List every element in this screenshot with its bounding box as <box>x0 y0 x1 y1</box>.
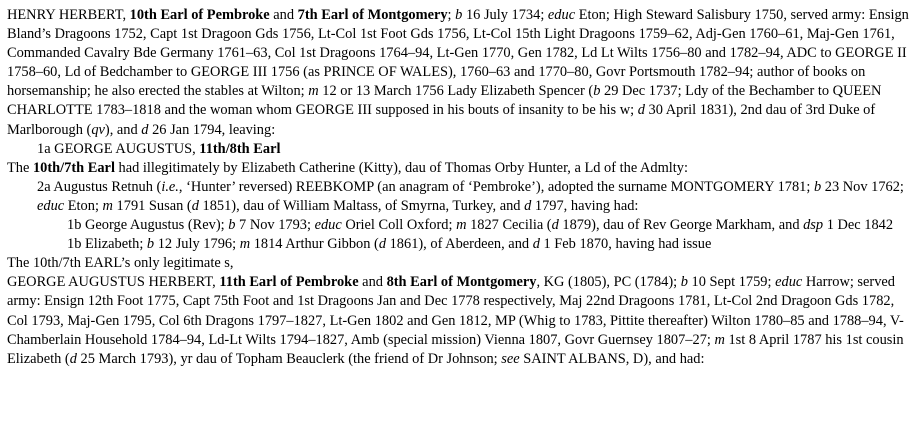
text-run: and <box>358 274 387 291</box>
text-run: 1791 Susan ( <box>112 197 192 214</box>
abbrev-run: d <box>141 121 149 138</box>
text-run: Harrow; served army: Ensign 12th Foot 1775, Capt 75th Foot and 1st Dragoons Jan and Dec 1778 respectively, Maj 22nd Dragoons 1781, Lt-Col 2nd Dragoon Gds 1782, Col 1793, Maj-Gen 1795, Col 6th Dragons 1797–1827, Lt-Gen 1802 and Gen 1812, MP (Whig to 1783, Pittite thereafter) Wilton 1780–85 and 1788–94, V-Chamberlain Household 1784–94, Ld-Lt Wilts 1794–1827, Amb (special mission) Vienna 1807, Govr Guernsey 1807–27; <box>7 274 904 348</box>
abbrev-run: m <box>714 331 725 348</box>
text-run: Eton; High Steward Salisbury 1750, served army: Ensign Bland’s Dragoons 1752, Capt 1st Dragoon Gds 1756, Lt-Col 1st Foot Gds 1756, Lt-Col 15th Light Dragoons 1759–62, Adj-Gen 1760–61, Maj-Gen 1761, Commanded Cavalry Bde Germany 1761–63, Col 1st Dragoons 1764–94, Lt-Gen 1770, Gen 1782, Ld Lt Wilts 1756–80 and 1782–94, ADC to GEORGE II 1758–60, Ld of Bedchamber to GEORGE III 1756 (as PRINCE OF WALES), 1760–63 and 1770–80, Govr Portsmouth 1782–94; author of books on horsemanship; he also erected the stables at Wilton; <box>7 7 909 100</box>
abbrev-run: d <box>551 217 559 234</box>
text-run: 1797, having had: <box>531 197 639 214</box>
abbrev-run: educ <box>547 7 576 23</box>
abbrev-run: educ <box>314 217 342 234</box>
text-run: The <box>7 159 33 176</box>
abbrev-run: d <box>378 236 387 253</box>
text-run: Eton; <box>64 197 103 214</box>
text-run: Oriel Coll Oxford; <box>341 217 457 234</box>
text-run: ), and <box>104 121 142 138</box>
abbrev-run: d <box>69 350 77 367</box>
abbrev-run: m <box>456 217 467 234</box>
entry-george-augustus-herbert <box>7 273 910 368</box>
abbrev-run: b <box>680 274 688 291</box>
entry-2a-augustus-retnuh <box>7 178 910 216</box>
abbrev-run: educ <box>37 197 65 214</box>
text-run: 30 April 1831), 2nd dau of 3rd Duke of Marlborough ( <box>7 102 876 138</box>
entry-legitimate-son-intro <box>7 254 910 273</box>
text-run: 1 Dec 1842 <box>823 217 894 234</box>
text-run: 1861), of Aberdeen, and <box>386 236 533 253</box>
text-run: 1b George Augustus (Rev); <box>67 217 229 234</box>
text-run: 1st 8 April 1787 his 1st cousin Elizabeth ( <box>7 331 904 367</box>
text-run: 10 Sept 1759; <box>687 274 776 291</box>
abbrev-run: b <box>455 7 463 23</box>
text-run: 1827 Cecilia ( <box>466 217 552 234</box>
text-run: , KG (1805), PC (1784); <box>536 274 681 291</box>
abbrev-run: m <box>308 83 319 100</box>
text-run: 2a Augustus Retnuh ( <box>37 178 162 195</box>
abbrev-run: qv <box>91 121 105 138</box>
text-run: , ‘Hunter’ reversed) REEBKOMP (an anagram of ‘Pembroke’), adopted the surname MONTGOMERY 1781; <box>178 178 814 195</box>
abbrev-run: d <box>532 236 540 253</box>
entry-henry-herbert <box>7 6 910 140</box>
title-run: 10th/7th Earl <box>32 159 115 176</box>
text-run: 23 Nov 1762; <box>821 178 904 195</box>
abbrev-run: d <box>637 102 645 119</box>
title-run: 7th Earl of Montgomery <box>297 7 448 23</box>
text-run: 1 Feb 1870, having had issue <box>539 236 712 253</box>
text-run: 1879), dau of Rev George Markham, and <box>558 217 804 234</box>
entry-illegitimate-intro <box>7 159 910 178</box>
abbrev-run: m <box>102 197 113 214</box>
text-run: GEORGE AUGUSTUS HERBERT, <box>7 274 220 291</box>
text-run: 12 July 1796; <box>154 236 240 253</box>
text-run: 1814 Arthur Gibbon ( <box>250 236 379 253</box>
text-run: 1b Elizabeth; <box>67 236 147 253</box>
abbrev-run: m <box>239 236 251 253</box>
title-run: 8th Earl of Montgomery <box>386 274 537 291</box>
abbrev-run: b <box>813 178 822 195</box>
text-run: 7 Nov 1793; <box>235 217 315 234</box>
abbrev-run: d <box>191 197 199 214</box>
abbrev-run: dsp <box>803 217 824 234</box>
title-run: 10th Earl of Pembroke <box>129 7 270 23</box>
abbrev-run: i.e. <box>161 178 179 195</box>
abbrev-run: educ <box>775 274 803 291</box>
abbrev-run: b <box>146 236 155 253</box>
text-run: 1851), dau of William Maltass, of Smyrna, Turkey, and <box>198 197 525 214</box>
text-run: HENRY HERBERT, <box>7 7 130 23</box>
text-run: The 10th/7th EARL’s only legitimate s, <box>7 255 234 272</box>
abbrev-run: see <box>501 350 520 367</box>
title-run: 11th Earl of Pembroke <box>219 274 359 291</box>
abbrev-run: b <box>593 83 601 100</box>
entry-1b-elizabeth <box>7 235 910 254</box>
entry-1a-george-augustus <box>7 140 910 159</box>
text-run: 26 Jan 1794, leaving: <box>148 121 276 138</box>
text-run: SAINT ALBANS, D), and had: <box>519 350 705 367</box>
text-run: and <box>269 7 298 23</box>
text-run: had illegitimately by Elizabeth Catherine (Kitty), dau of Thomas Orby Hunter, a Ld of the Admlty: <box>114 159 688 176</box>
text-run: ; <box>447 7 456 23</box>
text-run: 1a GEORGE AUGUSTUS, <box>37 140 200 157</box>
abbrev-run: d <box>524 197 532 214</box>
text-run: 29 Dec 1737; Ldy of the Bechamber to QUEEN CHARLOTTE 1783–1818 and the woman whom GEORGE III supposed in his bouts of insanity to be his w; <box>7 83 882 119</box>
entry-1b-george-augustus-rev <box>7 216 910 235</box>
text-run: 12 or 13 March 1756 Lady Elizabeth Spencer ( <box>318 83 594 100</box>
abbrev-run: b <box>228 217 236 234</box>
title-run: 11th/8th Earl <box>199 140 281 157</box>
text-run: 25 March 1793), yr dau of Topham Beauclerk (the friend of Dr Johnson; <box>76 350 502 367</box>
text-run: 16 July 1734; <box>462 7 548 23</box>
